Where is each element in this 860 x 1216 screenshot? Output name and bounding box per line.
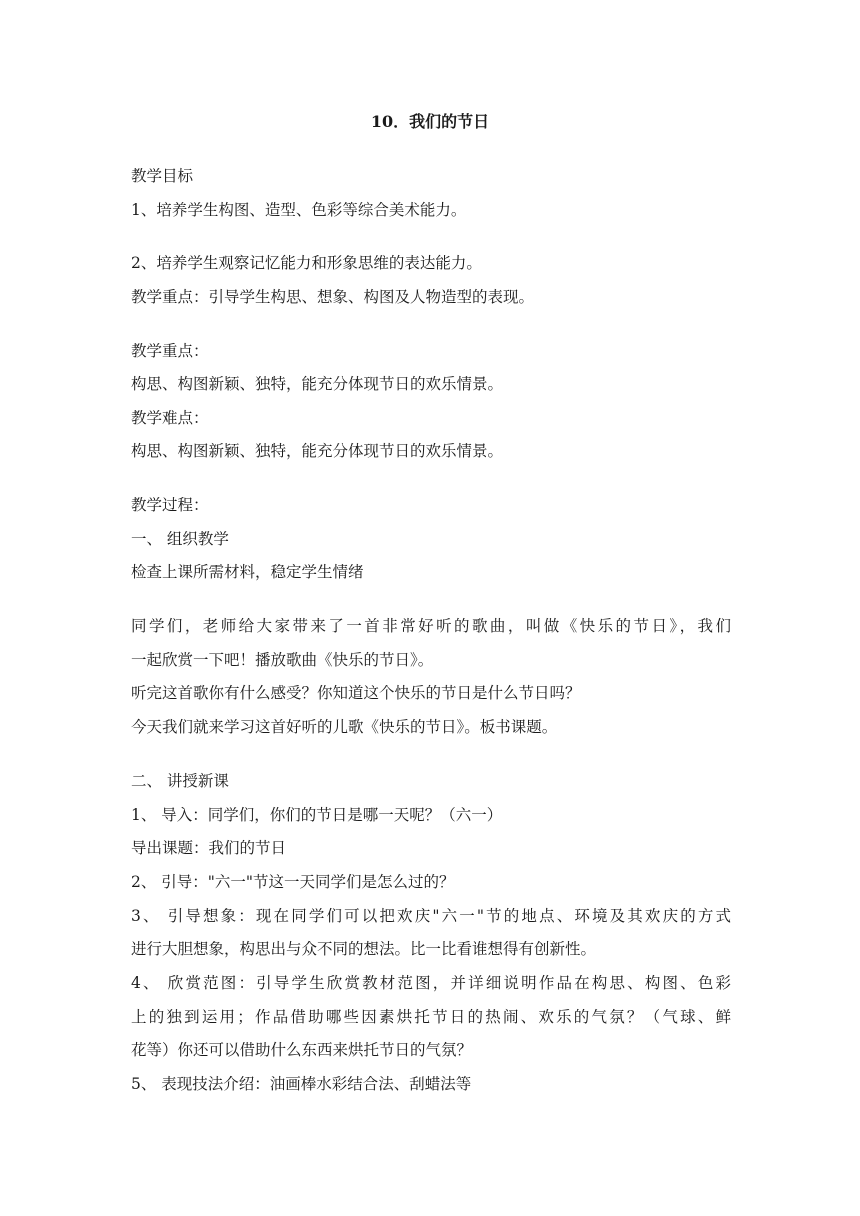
paragraph-line: 花等）你还可以借助什么东西来烘托节日的气氛？ [131,1041,473,1059]
paragraph-line: 一起欣赏一下吧！播放歌曲《快乐的节日》。 [131,651,434,669]
section-heading-difficulties: 教学难点： [131,409,209,427]
section-heading-key-points: 教学重点： [131,342,209,360]
list-item: 3、 引导想象：现在同学们可以把欢庆"六一"节的地点、环境及其欢庆的方式 [131,907,731,925]
key-point-summary: 教学重点：引导学生构思、想象、构图及人物造型的表现。 [131,288,535,306]
list-item: 5、 表现技法介绍：油画棒水彩结合法、刮蜡法等 [131,1075,472,1093]
paragraph-line: 导出课题：我们的节日 [131,839,287,857]
list-item: 4、 欣赏范图：引导学生欣赏教材范图，并详细说明作品在构思、构图、色彩 [131,974,731,992]
step-heading-new-lesson: 二、 讲授新课 [131,772,229,790]
document-title: 10．我们的节日 [370,112,490,131]
list-item: 1、 导入：同学们，你们的节日是哪一天呢？（六一） [131,806,503,824]
paragraph-line: 上的独到运用；作品借助哪些因素烘托节日的热闹、欢乐的气氛？（气球、鲜 [131,1008,731,1026]
paragraph-line: 听完这首歌你有什么感受？你知道这个快乐的节日是什么节日吗？ [131,684,581,702]
list-item: 2、 引导："六一"节这一天同学们是怎么过的？ [131,873,455,891]
paragraph-line: 进行大胆想象，构思出与众不同的想法。比一比看谁想得有创新性。 [131,940,597,958]
paragraph-line: 今天我们就来学习这首好听的儿歌《快乐的节日》。板书课题。 [131,718,558,736]
step-heading-organize: 一、 组织教学 [131,530,229,548]
paragraph-line: 同学们，老师给大家带来了一首非常好听的歌曲，叫做《快乐的节日》，我们 [131,617,731,635]
key-points-text: 构思、构图新颖、独特，能充分体现节日的欢乐情景。 [131,375,504,393]
difficulties-text: 构思、构图新颖、独特，能充分体现节日的欢乐情景。 [131,442,504,460]
objective-item-2: 2、培养学生观察记忆能力和形象思维的表达能力。 [131,254,482,272]
objective-item-1: 1、培养学生构图、造型、色彩等综合美术能力。 [131,201,467,219]
section-heading-objectives: 教学目标 [131,167,194,185]
paragraph-line: 检查上课所需材料，稳定学生情绪 [131,563,364,581]
section-heading-process: 教学过程： [131,496,209,514]
